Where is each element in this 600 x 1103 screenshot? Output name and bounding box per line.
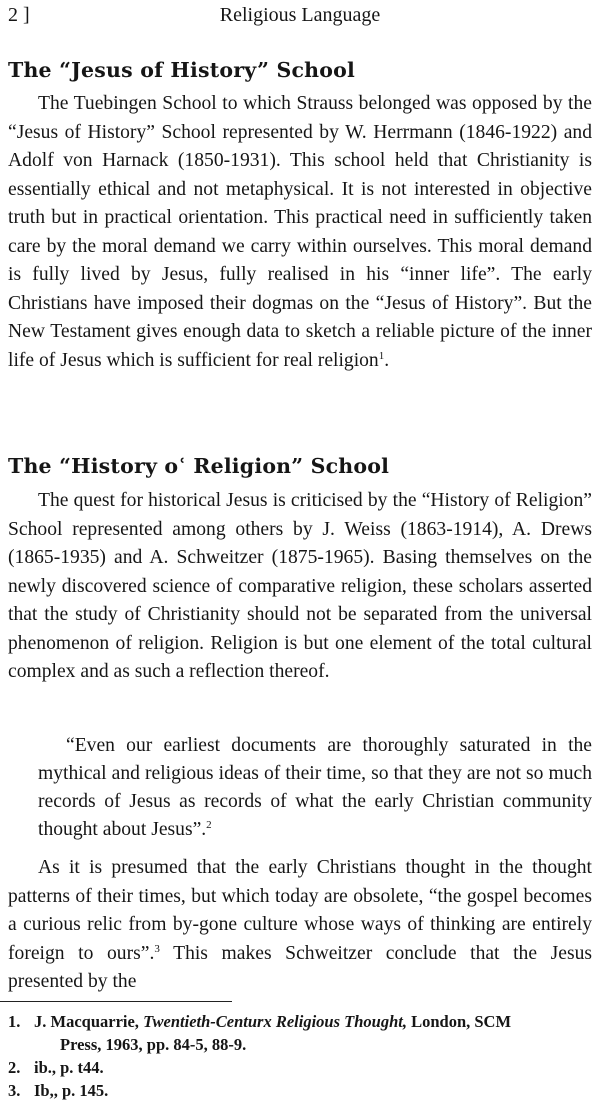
block-quote xyxy=(38,732,592,844)
footnote-item xyxy=(8,1010,592,1056)
footnote-number: 3. xyxy=(8,1081,21,1100)
footnote-work-title: Twentieth-Centurx Religious Thought, xyxy=(143,1012,407,1031)
footnote-text: London, SCM xyxy=(406,1012,512,1031)
footnote-text: Ib,, p. 145. xyxy=(34,1081,109,1100)
quote-paragraph xyxy=(38,732,592,844)
section-heading-jesus-of-history: The “Jesus of History” School xyxy=(8,58,355,82)
paragraph-end: . xyxy=(384,349,390,371)
running-header xyxy=(8,4,592,30)
paragraph-text: The Tuebingen School to which Strauss belonged was opposed by the “Jesus of History” School represented by W. Herrmann (1846-1922) and Adolf von Harnack (1850-1931). This school held that Christianity is essentially ethical and not metaphysical. It is not interested in objective truth but in practical orientation. This practical need in sufficiently taken care by the moral demand we carry within ourselves. This moral demand is fully lived by Jesus, fully realised in his “inner life”. The early Christians have imposed their dogmas on the “Jesus of History”. But the New Testament gives enough data to sketch a reliable picture of the inner life of Jesus which is sufficient for real religion xyxy=(8,93,592,371)
paragraph: The quest for historical Jesus is criticised by the “History of Religion” School represented among others by J. Weiss (1863-1914), A. Drews (1865-1935) and A. Schweitzer (1875-1965). Basing themselves on the newly discovered science of comparative religion, these scholars asserted that the study of Christianity should not be separated from the universal phenomenon of religion. Religion is but one element of the total cultural complex and as such a reflection thereof. xyxy=(8,490,592,682)
footnote-number: 2. xyxy=(8,1058,21,1077)
section-heading-history-of-religion: The “History oʿ Religion” School xyxy=(8,454,390,478)
page-number: 2 ] xyxy=(8,4,30,26)
footnote-item xyxy=(8,1056,592,1079)
paragraph xyxy=(8,854,592,997)
paragraph-text-continued: This makes Schweitzer conclude that the Jesus presented by the xyxy=(8,942,592,992)
footnote-text: ib., p. t44. xyxy=(34,1058,104,1077)
footnote-text-continued: Press, 1963, pp. 84-5, 88-9. xyxy=(60,1035,247,1054)
footnote-ref: 1 xyxy=(378,349,385,362)
footnote-author: J. Macquarrie, xyxy=(34,1012,144,1031)
footnote-number: 1. xyxy=(8,1012,21,1031)
footnote-ref: 2 xyxy=(206,819,212,831)
footnote-item xyxy=(8,1079,592,1102)
quote-text: “Even our earliest documents are thoroughly saturated in the mythical and religious ideas of their time, so that they are not so much records of Jesus as records of what the early Christian community thought about Jesus”. xyxy=(38,735,592,840)
paragraph-text: As it is presumed that the early Christians thought in the thought patterns of their times, but which today are obsolete, “the gospel becomes a curious relic from by-gone culture whose ways of thinking are entirely foreign to ours”. xyxy=(8,857,592,964)
paragraph xyxy=(8,90,592,375)
footnote-ref: 3 xyxy=(154,942,160,955)
footnote-divider xyxy=(0,1001,232,1002)
section-body-history-of-religion xyxy=(8,487,592,687)
running-title: Religious Language xyxy=(219,4,381,26)
footnotes xyxy=(8,1010,592,1102)
section-body-jesus-of-history xyxy=(8,90,592,375)
closing-body xyxy=(8,854,592,997)
